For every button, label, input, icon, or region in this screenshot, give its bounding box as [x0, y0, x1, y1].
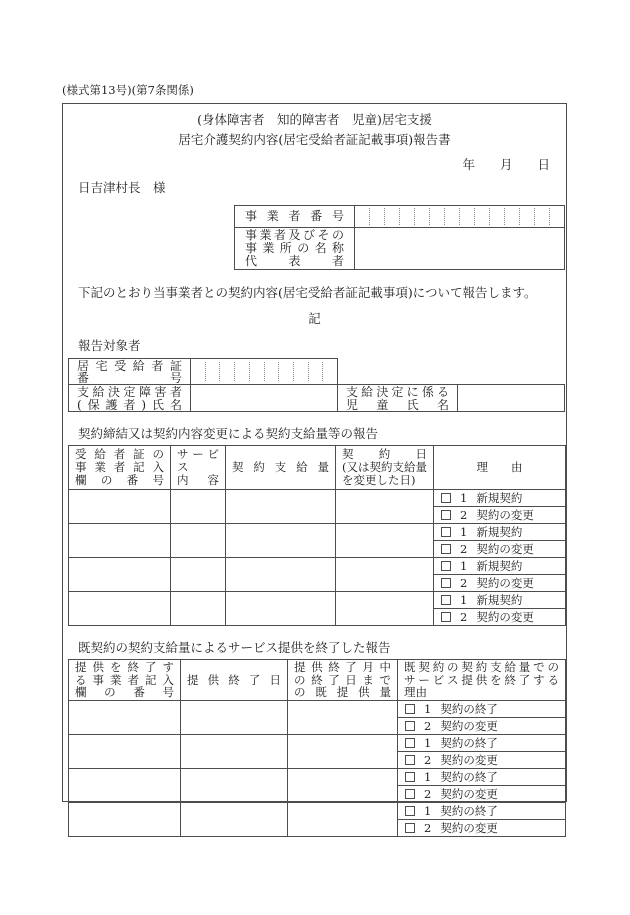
- label-line: 支給決定障害者: [77, 385, 182, 399]
- header-line: 提供を終了す: [75, 660, 174, 674]
- digit-cell[interactable]: [534, 208, 549, 225]
- label-line: 児童氏名: [346, 397, 449, 412]
- input-cell-amount[interactable]: [226, 558, 336, 592]
- checkbox-icon[interactable]: [405, 823, 415, 833]
- reason-label: 契約の変更: [440, 820, 498, 835]
- termination-table-header-row: [69, 660, 566, 701]
- input-cell-cert-number[interactable]: [69, 558, 171, 592]
- input-cell-provided-amount[interactable]: [288, 700, 398, 734]
- digit-cell[interactable]: [264, 362, 279, 381]
- reason-number: 2: [460, 576, 468, 590]
- reason-label: 契約の変更: [476, 508, 534, 522]
- digit-cell[interactable]: [444, 208, 459, 225]
- form-title-line2: 居宅介護契約内容(居宅受給者証記載事項)報告書: [178, 132, 451, 147]
- reason-option-contract-change: [434, 609, 566, 626]
- input-cell-amount[interactable]: [226, 592, 336, 626]
- child-name-input[interactable]: [458, 385, 564, 411]
- contract-row: [69, 592, 566, 609]
- reason-label: 契約の変更: [440, 718, 498, 733]
- checkbox-icon[interactable]: [405, 806, 415, 816]
- digit-cell[interactable]: [308, 362, 323, 381]
- digit-cell[interactable]: [399, 208, 414, 225]
- reason-option-contract-change: [434, 507, 566, 524]
- label-line: 事業者及びその: [245, 228, 344, 242]
- checkbox-icon[interactable]: [405, 789, 415, 799]
- reason-option-contract-change: [434, 575, 566, 592]
- checkbox-icon[interactable]: [441, 595, 451, 605]
- subject-table: [68, 358, 566, 412]
- form-title-line1: (身体障害者 知的障害者 児童)居宅支援: [197, 112, 432, 127]
- input-cell-end-date[interactable]: [181, 802, 288, 836]
- reason-number: 1: [424, 769, 432, 784]
- reason-label: 新規契約: [476, 559, 523, 573]
- digit-cell[interactable]: [504, 208, 519, 225]
- header-reason: 理 由: [434, 446, 566, 490]
- label-line: (保護者)氏名: [77, 397, 182, 412]
- provider-name-row: [235, 228, 564, 269]
- checkbox-icon[interactable]: [441, 544, 451, 554]
- checkbox-icon[interactable]: [441, 561, 451, 571]
- reason-label: 新規契約: [476, 525, 523, 539]
- reason-number: 1: [460, 525, 468, 539]
- reason-number: 1: [424, 701, 432, 716]
- grantee-name-input[interactable]: [191, 385, 338, 411]
- input-cell-cert-number[interactable]: [69, 524, 171, 558]
- header-line: 契約日: [342, 447, 427, 461]
- reason-label: 契約の終了: [440, 701, 498, 716]
- header-termination-reason: [398, 660, 566, 701]
- digit-cell[interactable]: [519, 208, 534, 225]
- input-cell-amount[interactable]: [226, 524, 336, 558]
- digit-cell[interactable]: [322, 362, 337, 381]
- contract-report-heading: 契約締結又は契約内容変更による契約支給量等の報告: [78, 426, 379, 441]
- input-cell-service[interactable]: [171, 558, 226, 592]
- header-line: 既契約の契約支給量での: [404, 660, 559, 674]
- checkbox-icon[interactable]: [441, 612, 451, 622]
- input-cell-provided-amount[interactable]: [288, 734, 398, 768]
- reason-option-contract-change: [398, 785, 566, 802]
- digit-cell[interactable]: [219, 362, 234, 381]
- header-line: の終了日まで: [294, 672, 391, 687]
- header-line: を変更した日): [342, 473, 416, 487]
- digit-cell[interactable]: [355, 208, 369, 225]
- digit-cell[interactable]: [414, 208, 429, 225]
- provider-info-table: [234, 205, 565, 270]
- checkbox-icon[interactable]: [405, 721, 415, 731]
- certificate-number-label: [69, 359, 191, 384]
- addressee-line: 日吉津村長 様: [78, 180, 166, 195]
- reason-label: 契約の変更: [476, 610, 534, 624]
- label-line: 支給決定に係る: [346, 385, 449, 399]
- header-line: の既提供量: [294, 685, 391, 699]
- reason-number: 1: [424, 803, 432, 818]
- input-cell-cert-number[interactable]: [69, 490, 171, 524]
- label-line: 事業所の名称: [245, 241, 344, 255]
- label-line: 居宅受給者証: [77, 359, 182, 373]
- input-cell-provided-amount[interactable]: [288, 768, 398, 802]
- reason-number: 1: [460, 593, 468, 607]
- header-terminating-provider-number: [69, 660, 181, 701]
- header-line: 受給者証の: [75, 447, 164, 461]
- input-cell-end-date[interactable]: [181, 734, 288, 768]
- header-line: (又は契約支給量: [342, 460, 427, 474]
- header-contract-date: [336, 446, 434, 490]
- reason-option-contract-change: [398, 751, 566, 768]
- contract-table-header-row: [69, 446, 566, 490]
- termination-row: [69, 768, 566, 785]
- header-cert-entry-number: [69, 446, 171, 490]
- input-cell-amount[interactable]: [226, 490, 336, 524]
- digit-cell[interactable]: [429, 208, 444, 225]
- digit-cell[interactable]: [474, 208, 489, 225]
- names-row: [68, 384, 565, 412]
- reason-label: 新規契約: [476, 593, 523, 607]
- input-cell-date[interactable]: [336, 490, 434, 524]
- header-line: 欄の番号: [75, 473, 164, 487]
- provider-number-row: [235, 206, 564, 228]
- input-cell-service[interactable]: [171, 490, 226, 524]
- header-contract-amount: 契約支給量: [226, 446, 336, 490]
- reason-number: 1: [460, 491, 468, 505]
- provider-name-label: [235, 228, 355, 269]
- header-line: 提供終了月中: [294, 660, 391, 674]
- reason-option-new-contract: [434, 592, 566, 609]
- input-cell-date[interactable]: [336, 592, 434, 626]
- header-line: サービス提供を終了する: [404, 672, 559, 687]
- ki-heading: 記: [308, 311, 321, 326]
- header-line: 理由: [404, 685, 427, 699]
- header-line: 内容: [177, 473, 219, 487]
- header-line: 事業者記入: [75, 460, 164, 474]
- digit-cell[interactable]: [234, 362, 249, 381]
- certificate-number-row: [68, 358, 338, 385]
- reason-option-new-contract: [434, 558, 566, 575]
- provider-number-input[interactable]: [355, 206, 564, 227]
- form-style-note: (様式第13号)(第7条関係): [62, 83, 194, 97]
- header-line: サービス: [177, 447, 219, 474]
- reason-option-contract-end: [398, 734, 566, 751]
- reason-label: 新規契約: [476, 491, 523, 505]
- input-cell-cert-number[interactable]: [69, 592, 171, 626]
- reason-option-contract-change: [434, 541, 566, 558]
- reason-number: 1: [424, 735, 432, 750]
- input-cell-provider-number[interactable]: [69, 802, 181, 836]
- checkbox-icon[interactable]: [441, 510, 451, 520]
- reason-number: 2: [424, 752, 432, 767]
- checkbox-icon[interactable]: [441, 578, 451, 588]
- reason-label: 契約の終了: [440, 769, 498, 784]
- digit-cell[interactable]: [549, 208, 564, 225]
- checkbox-icon[interactable]: [405, 772, 415, 782]
- grantee-name-label: [69, 385, 191, 411]
- digit-cell[interactable]: [384, 208, 399, 225]
- digit-cell[interactable]: [369, 208, 384, 225]
- reason-number: 2: [424, 820, 432, 835]
- reason-number: 2: [424, 786, 432, 801]
- digit-cell[interactable]: [293, 362, 308, 381]
- checkbox-icon[interactable]: [405, 755, 415, 765]
- label-line: 番号: [77, 371, 182, 385]
- reason-number: 2: [460, 508, 468, 522]
- input-cell-service[interactable]: [171, 592, 226, 626]
- input-cell-provided-amount[interactable]: [288, 802, 398, 836]
- reason-option-contract-end: [398, 802, 566, 819]
- form-border-box: [62, 103, 567, 835]
- provider-name-input[interactable]: [355, 228, 564, 269]
- header-termination-date: 提供終了日: [181, 660, 288, 701]
- digit-cell[interactable]: [459, 208, 474, 225]
- contract-row: [69, 558, 566, 575]
- reason-number: 2: [460, 610, 468, 624]
- contract-row: [69, 524, 566, 541]
- input-cell-service[interactable]: [171, 524, 226, 558]
- reason-label: 契約の変更: [476, 576, 534, 590]
- reason-number: 2: [424, 718, 432, 733]
- label-line: 代表者: [245, 254, 344, 268]
- header-provided-amount: [288, 660, 398, 701]
- reason-option-new-contract: [434, 490, 566, 507]
- reason-option-new-contract: [434, 524, 566, 541]
- reason-option-contract-change: [398, 819, 566, 836]
- digit-cell[interactable]: [191, 362, 205, 381]
- checkbox-icon[interactable]: [441, 527, 451, 537]
- contract-report-table: [68, 445, 566, 626]
- reason-option-contract-end: [398, 768, 566, 785]
- reason-label: 契約の変更: [476, 542, 534, 556]
- reason-label: 契約の終了: [440, 735, 498, 750]
- digit-cell[interactable]: [278, 362, 293, 381]
- reason-number: 2: [460, 542, 468, 556]
- header-service-content: [171, 446, 226, 490]
- digit-cell[interactable]: [249, 362, 264, 381]
- digit-cell[interactable]: [205, 362, 220, 381]
- certificate-number-input[interactable]: [191, 359, 337, 384]
- header-line: る事業者記入: [75, 672, 174, 687]
- termination-report-table: [68, 659, 566, 837]
- child-name-label: [338, 385, 458, 411]
- termination-row: [69, 802, 566, 819]
- input-cell-provider-number[interactable]: [69, 734, 181, 768]
- reason-option-contract-end: [398, 700, 566, 717]
- checkbox-icon[interactable]: [441, 493, 451, 503]
- input-cell-provider-number[interactable]: [69, 768, 181, 802]
- reason-label: 契約の終了: [440, 803, 498, 818]
- reason-option-contract-change: [398, 717, 566, 734]
- termination-row: [69, 734, 566, 751]
- checkbox-icon[interactable]: [405, 704, 415, 714]
- reason-label: 契約の変更: [440, 752, 498, 767]
- input-cell-end-date[interactable]: [181, 768, 288, 802]
- contract-row: [69, 490, 566, 507]
- digit-cell[interactable]: [489, 208, 504, 225]
- header-line: 欄の番号: [75, 685, 174, 699]
- checkbox-icon[interactable]: [405, 738, 415, 748]
- reason-number: 1: [460, 559, 468, 573]
- subject-section-heading: 報告対象者: [78, 338, 141, 353]
- input-cell-date[interactable]: [336, 558, 434, 592]
- date-line: 年 月 日: [462, 157, 550, 172]
- input-cell-date[interactable]: [336, 524, 434, 558]
- termination-row: [69, 700, 566, 717]
- provider-number-label: 事業者番号: [235, 206, 355, 227]
- input-cell-end-date[interactable]: [181, 700, 288, 734]
- input-cell-provider-number[interactable]: [69, 700, 181, 734]
- report-statement: 下記のとおり当事業者との契約内容(居宅受給者証記載事項)について報告します。: [78, 285, 537, 300]
- reason-label: 契約の変更: [440, 786, 498, 801]
- termination-report-heading: 既契約の契約支給量によるサービス提供を終了した報告: [78, 640, 391, 655]
